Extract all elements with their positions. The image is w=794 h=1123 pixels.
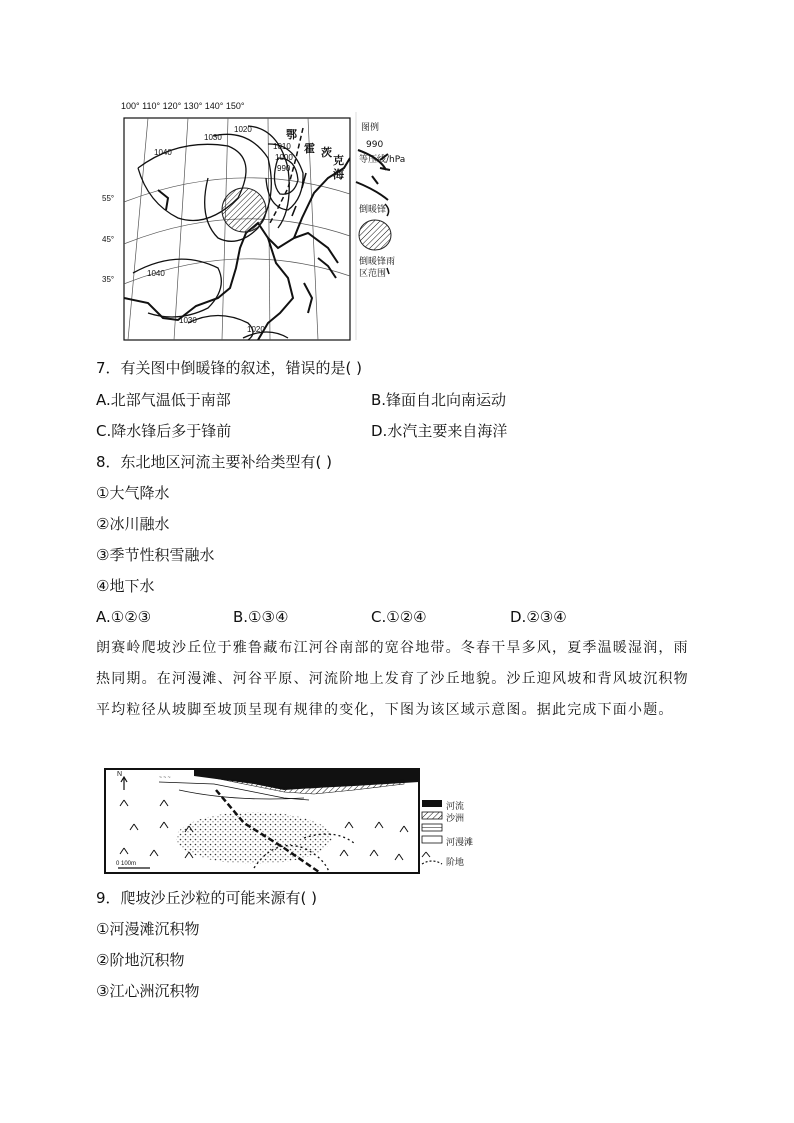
valley-legend-sandbar: 沙洲 [446, 814, 465, 824]
q7-option-d: D.水汽主要来自海洋 [371, 422, 508, 440]
weather-map-figure [102, 98, 408, 344]
latitude-label-45: 45° [102, 235, 115, 244]
q9-item-1: ①河漫滩沉积物 [96, 920, 200, 938]
isobar-label-1030-south: 1030 [179, 316, 197, 325]
reading-passage: 朗赛岭爬坡沙丘位于雅鲁藏布江河谷南部的宽谷地带。冬春干旱多风，夏季温暖湿润，雨热同期。在河漫滩、河谷平原、河流阶地上发育了沙丘地貌。沙丘迎风坡和背风坡沉积物平均粒径从坡脚至坡顶呈现有规律的变化，下图为该区域示意图。据此完成下面小题。 [96, 640, 689, 718]
q8-item-1: ①大气降水 [96, 484, 170, 502]
q9-item-2: ②阶地沉积物 [96, 951, 185, 969]
place-label-huo: 霍 [304, 142, 315, 155]
scale-bar-label: 0 100m [116, 861, 137, 867]
q8-option-b: B.①③④ [233, 608, 289, 626]
latitude-label-55: 55° [102, 194, 115, 203]
north-arrow-label: N [117, 771, 123, 778]
weather-map-drawing [118, 98, 408, 344]
isobar-label-1010: 1010 [273, 142, 291, 151]
isobar-label-1000: 1000 [275, 153, 293, 162]
place-label-ci: 茨 [321, 146, 332, 159]
place-label-ke: 克 [333, 154, 344, 167]
map-legend-rain-label: 倒暖锋雨区范围 [359, 257, 396, 279]
q9-stem: 9．爬坡沙丘沙粒的可能来源有( ) [96, 889, 318, 907]
q8-option-d: D.②③④ [510, 608, 567, 626]
latitude-label-35: 35° [102, 275, 115, 284]
place-label-hai: 海 [333, 168, 344, 181]
q7-stem: 7．有关图中倒暖锋的叙述，错误的是( ) [96, 359, 363, 377]
valley-legend-terrace: 阶地 [446, 858, 465, 868]
map-legend-isobar-label: 等压线/hPa [359, 155, 406, 165]
isobar-label-1020: 1020 [234, 125, 252, 134]
valley-legend-river: 河流 [446, 802, 465, 812]
isobar-label-1040: 1040 [154, 148, 172, 157]
isobar-label-1020-south: 1020 [247, 325, 265, 334]
map-legend-title: 图例 [361, 123, 380, 133]
q9-item-3: ③江心洲沉积物 [96, 982, 200, 1000]
longitude-labels: 100° 110° 120° 130° 140° 150° [121, 101, 245, 111]
map-legend-isobar-value: 990 [366, 140, 384, 150]
q8-stem: 8．东北地区河流主要补给类型有( ) [96, 453, 333, 471]
q8-item-4: ④地下水 [96, 577, 155, 595]
q7-option-b: B.锋面自北向南运动 [371, 391, 507, 409]
q8-item-3: ③季节性积雪融水 [96, 546, 215, 564]
isobar-label-1040-south: 1040 [147, 269, 165, 278]
svg-text:~ ~ ~: ~ ~ ~ [159, 775, 171, 781]
valley-figure [104, 768, 484, 874]
place-label-e: 鄂 [286, 128, 297, 141]
q7-option-c: C.降水锋后多于锋前 [96, 422, 232, 440]
isobar-label-1030: 1030 [204, 133, 222, 142]
q8-option-a: A.①②③ [96, 608, 152, 626]
valley-map-drawing [104, 768, 484, 874]
q8-option-c: C.①②④ [371, 608, 427, 626]
map-legend-front-label: 倒暖锋 [359, 205, 387, 215]
q7-option-a: A.北部气温低于南部 [96, 391, 231, 409]
isobar-label-990: 990 [277, 164, 291, 173]
q8-item-2: ②冰川融水 [96, 515, 170, 533]
valley-legend-floodplain: 河漫滩 [446, 838, 474, 848]
